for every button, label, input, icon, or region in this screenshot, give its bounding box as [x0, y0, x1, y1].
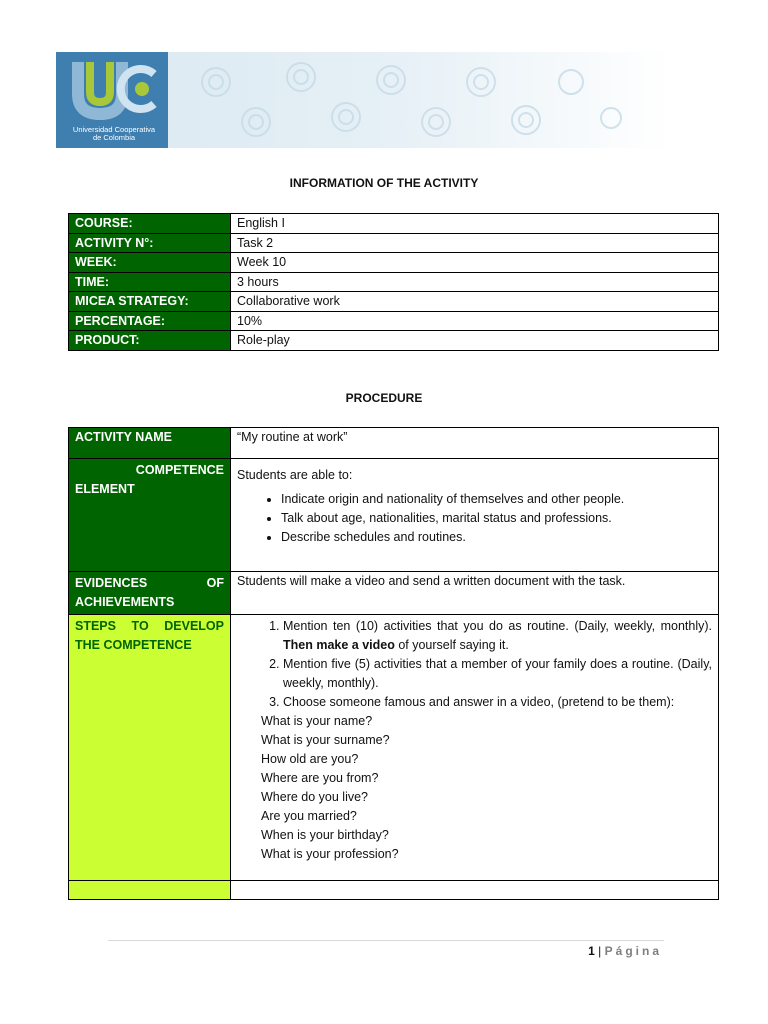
info-label: WEEK:	[69, 253, 231, 273]
info-value: Role-play	[231, 331, 719, 351]
list-item: • Describe schedules and routines.	[281, 528, 712, 547]
info-value: 3 hours	[231, 272, 719, 292]
info-label: ACTIVITY N°:	[69, 233, 231, 253]
evidences-label-line2: ACHIEVEMENTS	[75, 595, 175, 609]
info-label: COURSE:	[69, 214, 231, 234]
competence-label-line2: ELEMENT	[75, 482, 135, 496]
list-item	[283, 617, 712, 655]
logo-text-line1: Universidad Cooperativa	[72, 125, 156, 134]
activity-name-label: ACTIVITY NAME	[69, 428, 231, 459]
question-line: Where do you live?	[261, 790, 369, 804]
info-value: English I	[231, 214, 719, 234]
activity-name-value: “My routine at work”	[231, 428, 719, 459]
empty-label-cell	[69, 881, 231, 900]
info-label: PERCENTAGE:	[69, 311, 231, 331]
page-footer	[588, 944, 662, 958]
question-line: Where are you from?	[261, 771, 379, 785]
university-logo	[56, 52, 168, 148]
evidences-label-line1: EVIDENCES OF	[75, 576, 224, 590]
info-value: Collaborative work	[231, 292, 719, 312]
question-line: What is your surname?	[261, 733, 390, 747]
table-row	[69, 272, 719, 292]
activity-name-row	[69, 428, 719, 459]
procedure-heading: PROCEDURE	[345, 391, 423, 405]
question-line: Are you married?	[261, 809, 357, 823]
steps-label-line2: THE COMPETENCE	[75, 638, 192, 652]
step1-bold-text: Then make a video	[283, 638, 395, 652]
competence-intro: Students are able to:	[237, 468, 353, 482]
header-banner	[56, 52, 672, 148]
info-value: Week 10	[231, 253, 719, 273]
table-row	[69, 292, 719, 312]
empty-value-cell	[231, 881, 719, 900]
question-line: When is your birthday?	[261, 828, 389, 842]
logo-text-line2: de Colombia	[92, 133, 136, 142]
steps-content	[231, 615, 719, 881]
info-value: Task 2	[231, 233, 719, 253]
footer-divider	[108, 940, 664, 941]
evidences-label	[69, 572, 231, 615]
table-row	[69, 233, 719, 253]
procedure-table	[68, 427, 719, 900]
competence-list	[237, 490, 712, 547]
list-item: 2. Mention five (5) activities that a member of your family does a routine. (Daily, weekly, monthly).	[283, 655, 712, 693]
steps-row	[69, 615, 719, 881]
page-label: Página	[604, 944, 662, 958]
list-item: • Indicate origin and nationality of themselves and other people.	[281, 490, 712, 509]
competence-row	[69, 459, 719, 572]
step1-text-end: of yourself saying it.	[394, 638, 509, 652]
competence-label-line1: COMPETENCE	[135, 463, 224, 477]
info-label: TIME:	[69, 272, 231, 292]
info-label: MICEA STRATEGY:	[69, 292, 231, 312]
footer-separator: |	[598, 944, 602, 958]
list-item: 3. Choose someone famous and answer in a video, (pretend to be them):	[283, 693, 712, 712]
steps-label	[69, 615, 231, 881]
evidences-value: Students will make a video and send a written document with the task.	[231, 572, 719, 615]
university-name	[60, 126, 168, 142]
info-value: 10%	[231, 311, 719, 331]
evidences-row	[69, 572, 719, 615]
info-table	[68, 213, 719, 351]
info-label: PRODUCT:	[69, 331, 231, 351]
table-row	[69, 311, 719, 331]
question-line: How old are you?	[261, 752, 359, 766]
list-item: • Talk about age, nationalities, marital status and professions.	[281, 509, 712, 528]
competence-content	[231, 459, 719, 572]
table-row	[69, 214, 719, 234]
step1-text: Mention ten (10) activities that you do as routine. (Daily, weekly, monthly).	[283, 619, 712, 633]
table-row	[69, 331, 719, 351]
table-row	[69, 253, 719, 273]
empty-row	[69, 881, 719, 900]
info-heading: INFORMATION OF THE ACTIVITY	[289, 176, 479, 190]
question-line: What is your name?	[261, 714, 373, 728]
steps-label-line1: STEPS TO DEVELOP	[75, 619, 224, 633]
uc-logo-icon	[56, 52, 168, 126]
competence-label	[69, 459, 231, 572]
question-line: What is your profession?	[261, 847, 399, 861]
page-number: 1	[588, 944, 595, 958]
steps-list	[237, 617, 712, 712]
